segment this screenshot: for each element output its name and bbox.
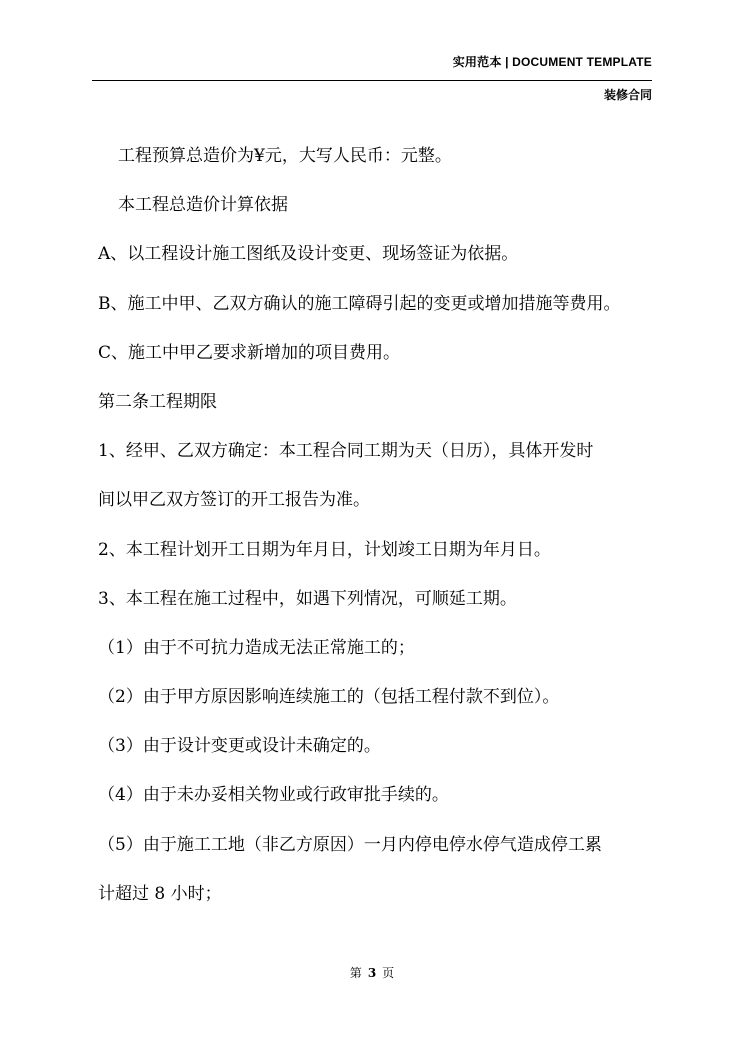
list-item: （4）由于未办妥相关物业或行政审批手续的。 xyxy=(98,785,449,806)
document-body xyxy=(98,138,664,925)
list-item: （2）由于甲方原因影响连续施工的（包括工程付款不到位）。 xyxy=(98,687,560,708)
paragraph-line: B、施工中甲、乙双方确认的施工障碍引起的变更或增加措施等费用。 xyxy=(98,293,621,314)
footer-prefix: 第 xyxy=(349,966,362,980)
header-divider xyxy=(92,80,652,81)
list-item: （3）由于设计变更或设计未确定的。 xyxy=(98,736,381,757)
paragraph-line: 工程预算总造价为¥元，大写人民币：元整。 xyxy=(118,146,452,166)
paragraph-line: 1、经甲、乙双方确定：本工程合同工期为天（日历），具体开发时 xyxy=(98,441,594,462)
list-item: 计超过 8 小时； xyxy=(98,883,222,904)
list-item: （1）由于不可抗力造成无法正常施工的； xyxy=(98,637,415,658)
header-subtitle: 装修合同 xyxy=(603,88,652,102)
paragraph-line: 间以甲乙双方签订的开工报告为准。 xyxy=(98,490,370,511)
paragraph-line: 3、本工程在施工过程中，如遇下列情况，可顺延工期。 xyxy=(98,588,517,609)
paragraph-line: 本工程总造价计算依据 xyxy=(118,195,288,216)
paragraph-line: C、施工中甲乙要求新增加的项目费用。 xyxy=(98,342,401,363)
page-footer xyxy=(0,964,744,981)
footer-suffix: 页 xyxy=(382,966,395,980)
page-number: 3 xyxy=(367,966,377,980)
section-heading: 第二条工程期限 xyxy=(98,391,217,412)
header-title: 实用范本 | DOCUMENT TEMPLATE xyxy=(452,55,652,69)
list-item: （5）由于施工工地（非乙方原因）一月内停电停水停气造成停工累 xyxy=(98,834,602,855)
paragraph-line: 2、本工程计划开工日期为年月日，计划竣工日期为年月日。 xyxy=(98,539,551,560)
paragraph-line: A、以工程设计施工图纸及设计变更、现场签证为依据。 xyxy=(98,244,519,265)
